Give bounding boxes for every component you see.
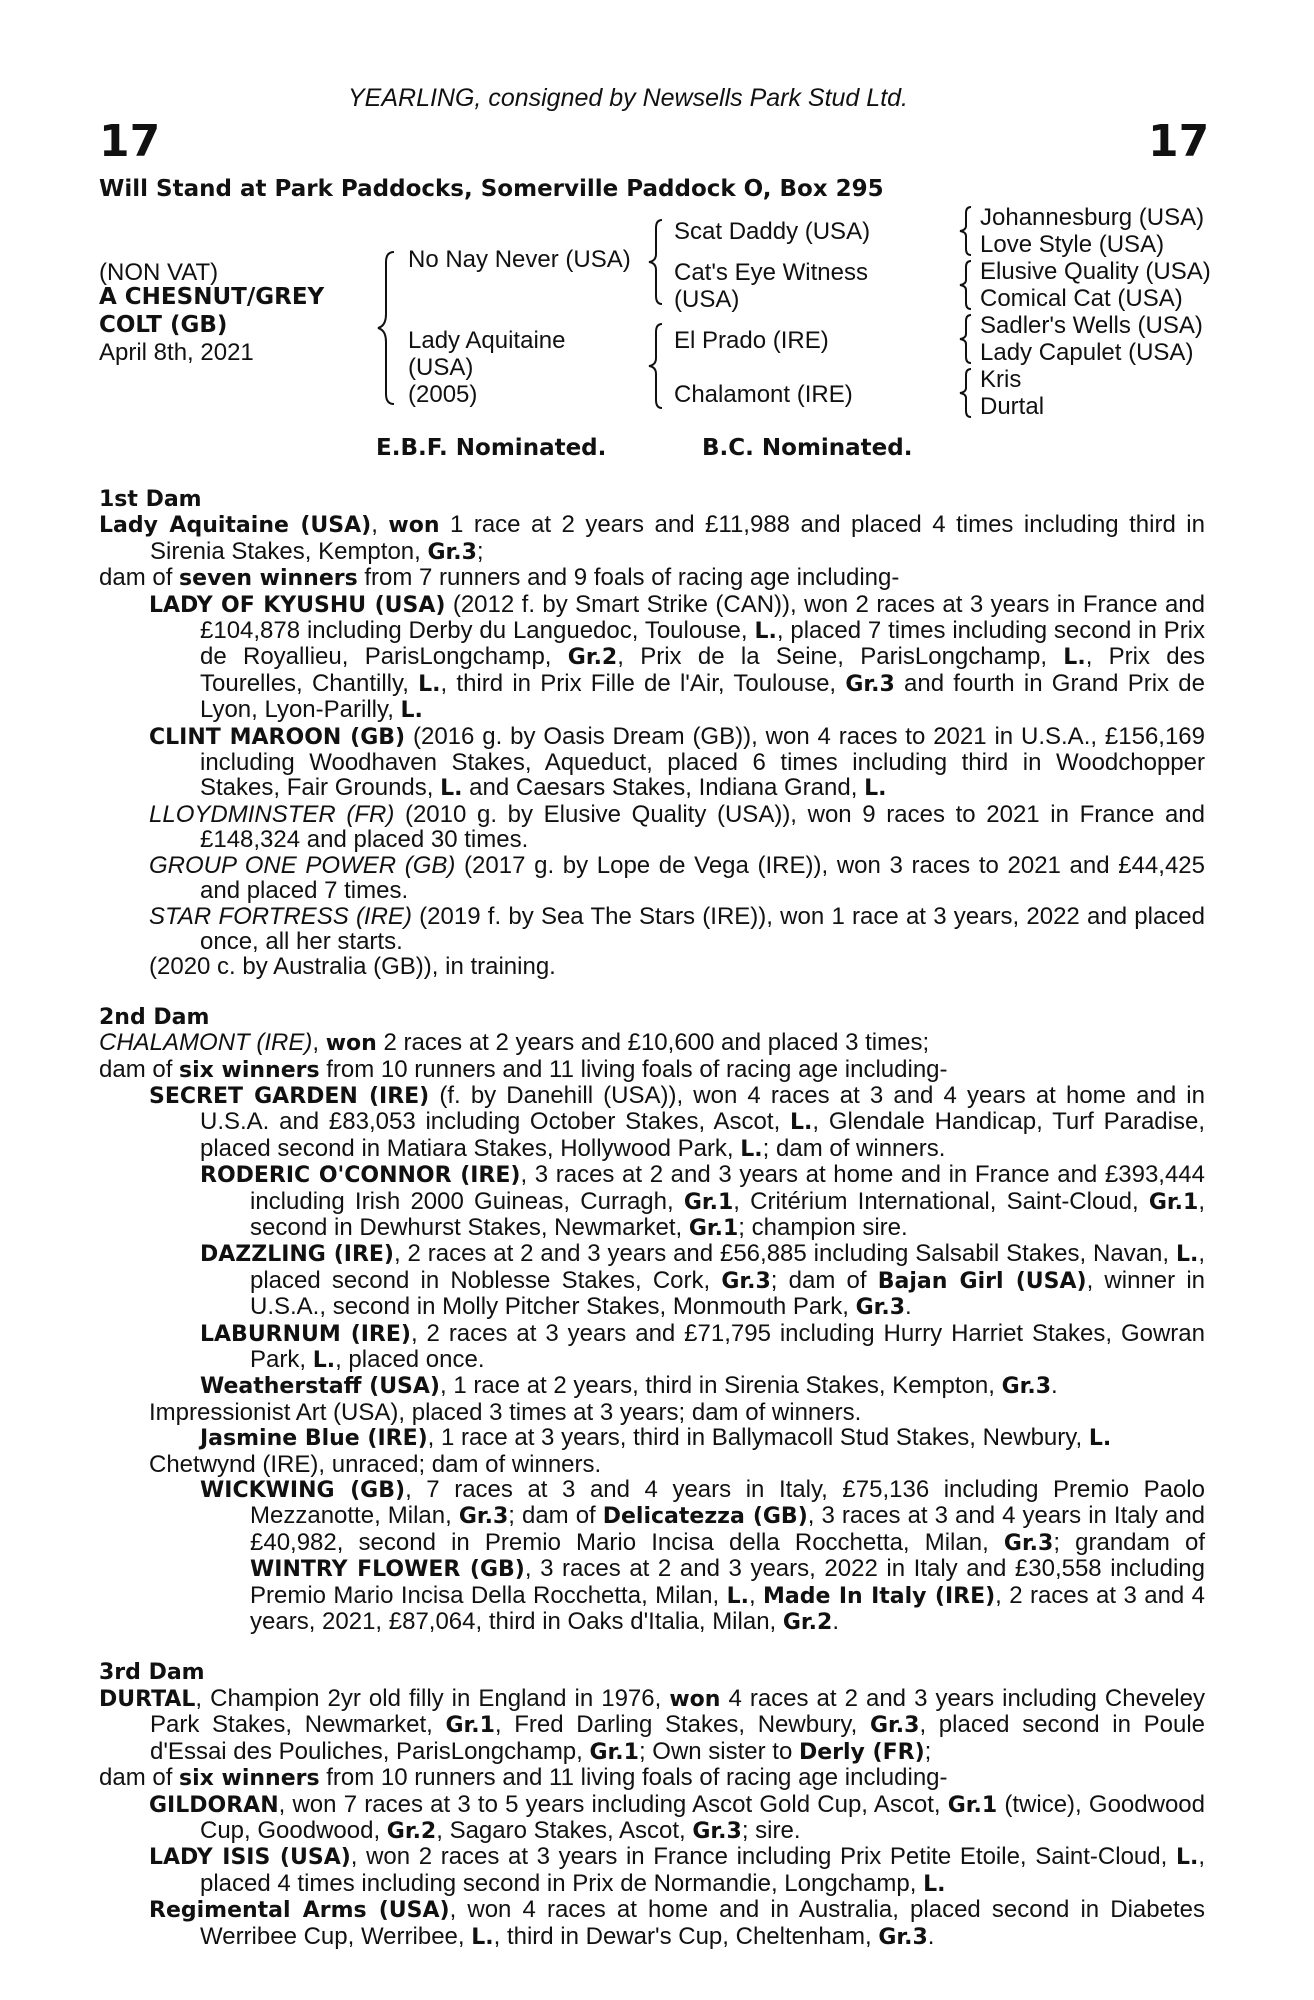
sire-dam-line2: (USA) bbox=[674, 286, 740, 313]
granddam-8: Durtal bbox=[980, 393, 1045, 420]
produce-laburnum: LABURNUM (IRE), 2 races at 3 years and £71,795 including Hurry Harriet Stakes, Gowran Park, L., placed once. bbox=[200, 1319, 1205, 1373]
granddam-6: Lady Capulet (USA) bbox=[980, 339, 1194, 366]
pedigree-brace-main bbox=[372, 248, 402, 408]
consignment-line: YEARLING, consigned by Newsells Park Stud Ltd. bbox=[348, 84, 908, 112]
dam-dam: Chalamont (IRE) bbox=[674, 381, 853, 408]
produce-secret-garden: SECRET GARDEN (IRE) (f. by Danehill (USA)), won 4 races at 3 and 4 years at home and in U.S.A. and £83,053 including October Stakes, Ascot, L., Glendale Handicap, Turf Paradise, placed second in Matiara Stakes, Hollywood Park, L.; dam of winners. bbox=[149, 1081, 1206, 1162]
produce-gildoran: GILDORAN, won 7 races at 3 to 5 years including Ascot Gold Cup, Ascot, Gr.1 (twice), Goodwood Cup, Goodwood, Gr.2, Sagaro Stakes, Ascot, Gr.3; sire. bbox=[149, 1790, 1205, 1844]
second-dam-heading: 2nd Dam bbox=[99, 1004, 210, 1030]
produce-group-one-power: GROUP ONE POWER (GB) (2017 g. by Lope de Vega (IRE)), won 3 races to 2021 and £44,425 and placed 7 times. bbox=[149, 851, 1205, 905]
grandsire-5: Sadler's Wells (USA) bbox=[980, 312, 1203, 339]
horse-description-2: COLT (GB) bbox=[99, 312, 228, 338]
produce-jasmine-blue: Jasmine Blue (IRE), 1 race at 3 years, third in Ballymacoll Stud Stakes, Newbury, L. bbox=[200, 1424, 1112, 1452]
horse-description-1: A CHESNUT/GREY bbox=[99, 284, 325, 310]
first-dam-produce-summary: dam of seven winners from 7 runners and 9 foals of racing age including- bbox=[99, 564, 900, 592]
pedigree-brace-sire bbox=[644, 216, 668, 306]
second-dam-produce-summary: dam of six winners from 10 runners and 11 living foals of racing age including- bbox=[99, 1055, 948, 1083]
ebf-nominated: E.B.F. Nominated. bbox=[376, 435, 607, 461]
pedigree-brace-g56 bbox=[956, 312, 976, 366]
lot-number-left: 17 bbox=[99, 116, 161, 167]
grandsire-7: Kris bbox=[980, 366, 1022, 393]
grandsire-1: Johannesburg (USA) bbox=[980, 204, 1205, 231]
dam-sire: El Prado (IRE) bbox=[674, 327, 829, 354]
produce-lady-of-kyushu: LADY OF KYUSHU (USA) (2012 f. by Smart Strike (CAN)), won 2 races at 3 years in France and £104,878 including Derby du Languedoc, Toulouse, L., placed 7 times including second in Prix de Royallieu, ParisLongchamp, Gr.2, Prix de la Seine, ParisLongchamp, L., Prix des Tourelles, Chantilly, L., third in Prix Fille de l'Air, Toulouse, Gr.3 and fourth in Grand Prix de Lyon, Lyon-Parilly, L. bbox=[149, 590, 1206, 724]
sire-name: No Nay Never (USA) bbox=[408, 246, 631, 273]
pedigree-brace-g34 bbox=[956, 258, 976, 312]
sire-sire: Scat Daddy (USA) bbox=[674, 218, 871, 245]
first-dam-record: Lady Aquitaine (USA), won 1 race at 2 years and £11,988 and placed 4 times including third in Sirenia Stakes, Kempton, Gr.3; bbox=[99, 511, 1205, 565]
produce-dazzling: DAZZLING (IRE), 2 races at 2 and 3 years and £56,885 including Salsabil Stakes, Navan, L., placed second in Noblesse Stakes, Cork, Gr.3; dam of Bajan Girl (USA), winner in U.S.A., second in Molly Pitcher Stakes, Monmouth Park, Gr.3. bbox=[200, 1240, 1206, 1321]
produce-chetwynd: Chetwynd (IRE), unraced; dam of winners. bbox=[149, 1450, 602, 1478]
sire-dam-line1: Cat's Eye Witness bbox=[674, 259, 868, 286]
pedigree-brace-g78 bbox=[956, 366, 976, 420]
lot-number-right: 17 bbox=[1148, 116, 1210, 167]
produce-roderic-oconnor: RODERIC O'CONNOR (IRE), 3 races at 2 and 3 years at home and in France and £393,444 including Irish 2000 Guineas, Curragh, Gr.1, Critérium International, Saint-Cloud, Gr.1, second in Dewhurst Stakes, Newmarket, Gr.1; champion sire. bbox=[200, 1161, 1206, 1241]
third-dam-produce-summary: dam of six winners from 10 runners and 11 living foals of racing age including- bbox=[99, 1764, 948, 1792]
produce-clint-maroon: CLINT MAROON (GB) (2016 g. by Oasis Dream (GB)), won 4 races to 2021 in U.S.A., £156,169 including Woodhaven Stakes, Aqueduct, placed 6 times including third in Woodchopper Stakes, Fair Grounds, L. and Caesars Stakes, Indiana Grand, L. bbox=[149, 722, 1205, 802]
location-line: Will Stand at Park Paddocks, Somerville Paddock O, Box 295 bbox=[99, 176, 884, 202]
dam-name-line2: (USA) bbox=[408, 354, 474, 381]
second-dam-record: CHALAMONT (IRE), won 2 races at 2 years and £10,600 and placed 3 times; bbox=[99, 1029, 930, 1057]
produce-lady-isis: LADY ISIS (USA), won 2 races at 3 years in France including Prix Petite Etoile, Saint-Cloud, L., placed 4 times including second in Prix de Normandie, Longchamp, L. bbox=[149, 1843, 1205, 1897]
foaling-date: April 8th, 2021 bbox=[99, 339, 254, 366]
third-dam-heading: 3rd Dam bbox=[99, 1660, 205, 1686]
bc-nominated: B.C. Nominated. bbox=[702, 435, 913, 461]
pedigree-brace-g12 bbox=[956, 204, 976, 258]
vat-status: (NON VAT) bbox=[99, 259, 219, 286]
grandsire-3: Elusive Quality (USA) bbox=[980, 258, 1211, 285]
produce-weatherstaff: Weatherstaff (USA), 1 race at 2 years, third in Sirenia Stakes, Kempton, Gr.3. bbox=[200, 1372, 1058, 1400]
pedigree-brace-dam bbox=[644, 320, 668, 410]
produce-impressionist-art: Impressionist Art (USA), placed 3 times at 3 years; dam of winners. bbox=[149, 1398, 862, 1426]
produce-star-fortress: STAR FORTRESS (IRE) (2019 f. by Sea The Stars (IRE)), won 1 race at 3 years, 2022 and placed once, all her starts. bbox=[149, 902, 1206, 955]
dam-name-line1: Lady Aquitaine bbox=[408, 327, 566, 354]
produce-regimental-arms: Regimental Arms (USA), won 4 races at home and in Australia, placed second in Diabetes Werribee Cup, Werribee, L., third in Dewar's Cup, Cheltenham, Gr.3. bbox=[149, 1896, 1205, 1950]
granddam-2: Love Style (USA) bbox=[980, 231, 1165, 258]
produce-wickwing: WICKWING (GB), 7 races at 3 and 4 years in Italy, £75,136 including Premio Paolo Mezzanotte, Milan, Gr.3; dam of Delicatezza (GB), 3 races at 3 and 4 years in Italy and £40,982, second in Premio Mario Incisa della Rocchetta, Milan, Gr.3; grandam of WINTRY FLOWER (GB), 3 races at 2 and 3 years, 2022 in Italy and £30,558 including Premio Mario Incisa Della Rocchetta, Milan, L., Made In Italy (IRE), 2 races at 3 and 4 years, 2021, £87,064, third in Oaks d'Italia, Milan, Gr.2. bbox=[200, 1476, 1206, 1636]
produce-record bbox=[99, 487, 1205, 1950]
third-dam-record: DURTAL, Champion 2yr old filly in England in 1976, won 4 races at 2 and 3 years including Cheveley Park Stakes, Newmarket, Gr.1, Fred Darling Stakes, Newbury, Gr.3, placed second in Poule d'Essai des Pouliches, ParisLongchamp, Gr.1; Own sister to Derly (FR); bbox=[99, 1684, 1206, 1765]
first-dam-heading: 1st Dam bbox=[99, 487, 202, 512]
granddam-4: Comical Cat (USA) bbox=[980, 285, 1183, 312]
dam-name-line3: (2005) bbox=[408, 381, 478, 408]
produce-lloydminster: LLOYDMINSTER (FR) (2010 g. by Elusive Quality (USA)), won 9 races to 2021 in France and £148,324 and placed 30 times. bbox=[149, 800, 1205, 854]
produce-2020-colt: (2020 c. by Australia (GB)), in training. bbox=[149, 953, 556, 981]
